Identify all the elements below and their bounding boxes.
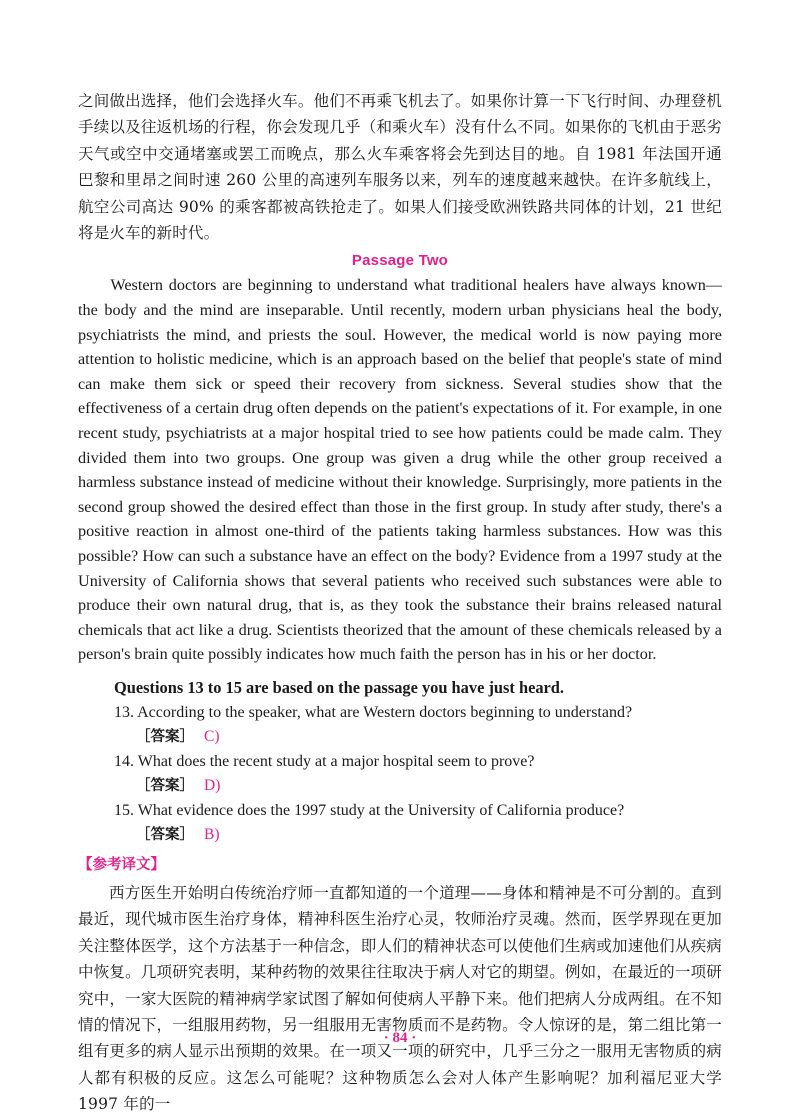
question-text: What does the recent study at a major hospital seem to prove? bbox=[137, 752, 535, 770]
question-text: According to the speaker, what are Western doctors beginning to understand? bbox=[137, 703, 633, 721]
answer-value: D) bbox=[204, 777, 221, 795]
passage-title: Passage Two bbox=[351, 252, 449, 270]
question-text: What evidence does the 1997 study at the University of California produce? bbox=[137, 801, 625, 819]
answer-value: C) bbox=[204, 728, 220, 746]
answer-line bbox=[136, 774, 722, 799]
question-number: 15. bbox=[114, 801, 134, 819]
questions-header: Questions 13 to 15 are based on the passage you have just heard. bbox=[114, 677, 565, 697]
answer-line bbox=[136, 823, 722, 848]
answer-value: B) bbox=[204, 826, 220, 844]
chinese-translation-continued: 之间做出选择，他们会选择火车。他们不再乘飞机去了。如果你计算一下飞行时间、办理登机手续以及往返机场的行程，你会发现几乎（和乘火车）没有什么不同。如果你的飞机由于恶劣天气或空中交通堵塞或罢工而晚点，那么火车乘客将会先到达目的地。自 1981 年法国开通巴黎和里昂之间时速 260 公里的高速列车服务以来，列车的速度越来越快。在许多航线上，航空公司高达 90% 的乘客都被高铁抢走了。如果人们接受欧洲铁路共同体的计划，21 世纪将是火车的新时代。 bbox=[78, 92, 722, 243]
reference-translation-label: 【参考译文】 bbox=[78, 856, 165, 873]
question-number: 14. bbox=[114, 752, 134, 770]
page-number: · 84 · bbox=[383, 1030, 417, 1046]
question-number: 13. bbox=[114, 703, 134, 721]
answer-label: ［答案］ bbox=[136, 729, 194, 746]
document-page bbox=[78, 88, 722, 1118]
answer-label: ［答案］ bbox=[136, 778, 194, 795]
answer-line bbox=[136, 725, 722, 750]
question-15 bbox=[114, 799, 722, 824]
passage-text: Western doctors are beginning to understand what traditional healers have always known—the body and the mind are inseparable. Until recently, modern urban physicians heal the body, psychiatrists the mind, and priests the soul. However, the medical world is now paying more attention to holistic medicine, which is an approach based on the belief that people's state of mind can make them sick or speed their recovery from sickness. Several studies show that the effectiveness of a certain drug often depends on the patient's expectations of it. For example, in one recent study, psychiatrists at a major hospital tried to see how patients could be made calm. They divided them into two groups. One group was given a drug while the other group received a harmless substance instead of medicine without their knowledge. Surprisingly, more patients in the second group showed the desired effect than those in the first group. In study after study, there's a positive reaction in almost one-third of the patients taking harmless substances. How was this possible? How can such a substance have an effect on the body? Evidence from a 1997 study at the University of California shows that several patients who received such substances were able to produce their own natural drug, that is, as they took the substance their brains released natural chemicals that act like a drug. Scientists theorized that the amount of these chemicals released by a person's brain quite possibly indicates how much faith the person has in his or her doctor. bbox=[78, 276, 722, 664]
answer-label: ［答案］ bbox=[136, 827, 194, 844]
reference-translation-text: 西方医生开始明白传统治疗师一直都知道的一个道理——身体和精神是不可分割的。直到最近，现代城市医生治疗身体，精神科医生治疗心灵，牧师治疗灵魂。然而，医学界现在更加关注整体医学，这个方法基于一种信念，即人们的精神状态可以使他们生病或加速他们从疾病中恢复。几项研究表明，某种药物的效果往往取决于病人对它的期望。例如，在最近的一项研究中，一家大医院的精神病学家试图了解如何使病人平静下来。他们把病人分成两组。在不知情的情况下，一组服用药物，另一组服用无害物质而不是药物。令人惊讶的是，第二组比第一组有更多的病人显示出预期的效果。在一项又一项的研究中，几乎三分之一服用无害物质的病人都有积极的反应。这怎么可能呢？这种物质怎么会对人体产生影响呢？加利福尼亚大学 1997 年的一 bbox=[78, 883, 722, 1114]
question-item bbox=[78, 750, 722, 799]
question-item bbox=[78, 701, 722, 750]
question-13 bbox=[114, 701, 722, 726]
question-item bbox=[78, 799, 722, 848]
question-14 bbox=[114, 750, 722, 775]
